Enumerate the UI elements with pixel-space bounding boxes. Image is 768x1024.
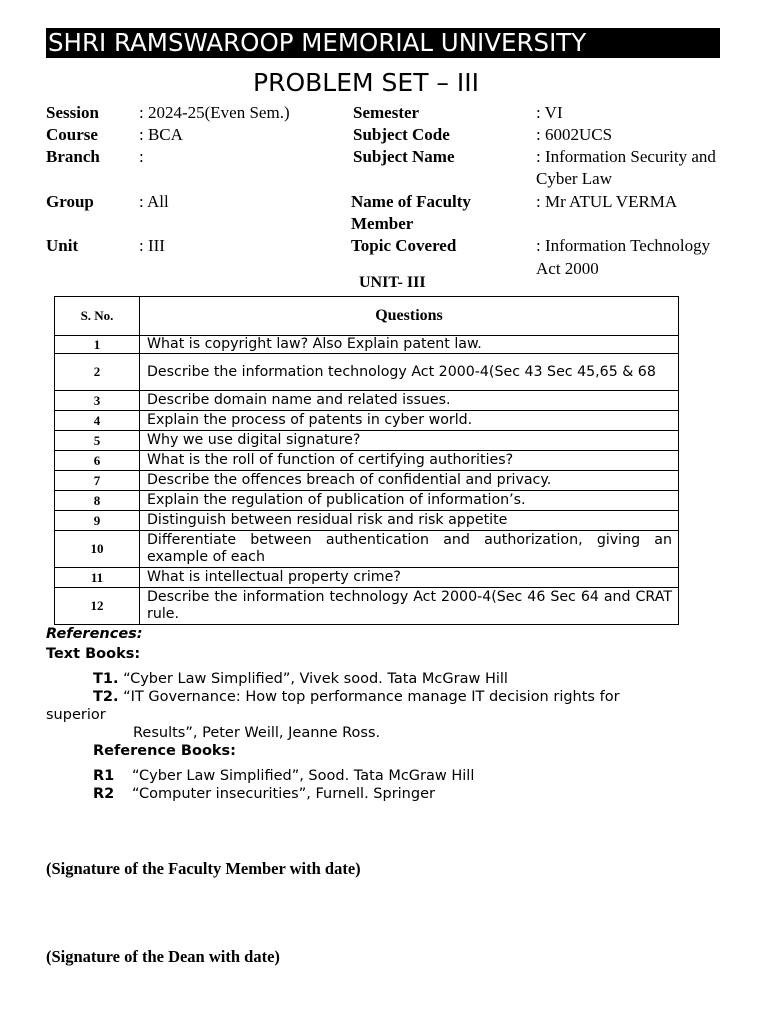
table-header-row (55, 297, 679, 336)
subject-name-label: Subject Name (353, 147, 455, 166)
question-number: 1 (55, 336, 140, 354)
unit-label: Unit (46, 236, 79, 255)
group-value: : All (139, 192, 169, 211)
question-number: 4 (55, 411, 140, 431)
questions-table (54, 296, 679, 625)
table-row (55, 568, 679, 588)
faculty-value: : Mr ATUL VERMA (536, 192, 678, 211)
topic-label: Topic Covered (351, 236, 457, 255)
question-text: Describe domain name and related issues. (140, 391, 679, 411)
question-number: 5 (55, 431, 140, 451)
r2-label: R2 (93, 786, 115, 802)
question-number: 6 (55, 451, 140, 471)
question-number: 12 (55, 588, 140, 625)
question-number: 8 (55, 491, 140, 511)
question-text: What is copyright law? Also Explain patent law. (140, 336, 679, 354)
problem-set-title: PROBLEM SET – III (253, 68, 479, 97)
t2-continuation-2: Results”, Peter Weill, Jeanne Ross. (133, 725, 381, 741)
reference-book-r1 (93, 768, 474, 784)
r1-text: “Cyber Law Simplified”, Sood. Tata McGraw Hill (132, 768, 475, 784)
table-row (55, 431, 679, 451)
text-books-title: Text Books: (46, 646, 141, 662)
unit-value: : III (139, 236, 165, 255)
semester-label: Semester (353, 103, 420, 122)
course-label: Course (46, 125, 98, 144)
question-text: Distinguish between residual risk and risk appetite (140, 511, 679, 531)
questions-column-header: Questions (140, 297, 679, 336)
branch-value: : (139, 147, 144, 166)
sno-column-header: S. No. (55, 297, 140, 336)
subject-name-value-line1: : Information Security and (536, 147, 716, 166)
subject-name-value-line2: Cyber Law (536, 169, 613, 188)
subject-code-label: Subject Code (353, 125, 450, 144)
reference-books-title: Reference Books: (93, 743, 236, 759)
references-title: References: (46, 626, 143, 642)
table-row (55, 391, 679, 411)
table-row (55, 451, 679, 471)
question-text: What is intellectual property crime? (140, 568, 679, 588)
subject-code-value: : 6002UCS (536, 125, 613, 144)
question-text: Explain the process of patents in cyber world. (140, 411, 679, 431)
table-row (55, 411, 679, 431)
question-number: 3 (55, 391, 140, 411)
dean-signature-line: (Signature of the Dean with date) (46, 947, 280, 966)
unit-heading: UNIT- III (359, 274, 426, 291)
t1-text: “Cyber Law Simplified”, Vivek sood. Tata McGraw Hill (123, 671, 508, 687)
group-label: Group (46, 192, 94, 211)
faculty-label-line1: Name of Faculty (351, 192, 471, 211)
table-row (55, 531, 679, 568)
course-value: : BCA (139, 125, 183, 144)
semester-value: : VI (536, 103, 563, 122)
table-row (55, 336, 679, 354)
faculty-label-line2: Member (351, 214, 414, 233)
question-text: Explain the regulation of publication of information’s. (140, 491, 679, 511)
r1-label: R1 (93, 768, 115, 784)
question-text: Why we use digital signature? (140, 431, 679, 451)
table-row (55, 354, 679, 391)
table-row (55, 588, 679, 625)
session-value: : 2024-25(Even Sem.) (139, 103, 290, 122)
reference-book-r2 (93, 786, 435, 802)
topic-value-line2: Act 2000 (536, 259, 599, 278)
question-text: What is the roll of function of certifying authorities? (140, 451, 679, 471)
t2-text: “IT Governance: How top performance manage IT decision rights for (123, 689, 620, 705)
r2-text: “Computer insecurities”, Furnell. Springer (132, 786, 435, 802)
topic-value-line1: : Information Technology (536, 236, 711, 255)
branch-label: Branch (46, 147, 100, 166)
question-number: 10 (55, 531, 140, 568)
text-book-t2 (93, 689, 620, 705)
t2-continuation-1: superior (46, 707, 106, 723)
text-book-t1 (93, 671, 508, 687)
faculty-signature-line: (Signature of the Faculty Member with date) (46, 859, 361, 878)
table-row (55, 471, 679, 491)
question-number: 11 (55, 568, 140, 588)
table-row (55, 491, 679, 511)
question-text: Differentiate between authentication and authorization, giving an example of each (140, 531, 679, 568)
table-row (55, 511, 679, 531)
question-text: Describe the offences breach of confidential and privacy. (140, 471, 679, 491)
t1-label: T1. (93, 671, 119, 687)
question-text: Describe the information technology Act 2000-4(Sec 43 Sec 45,65 & 68 (140, 354, 679, 391)
session-label: Session (46, 103, 99, 122)
question-text: Describe the information technology Act 2000-4(Sec 46 Sec 64 and CRAT rule. (140, 588, 679, 625)
university-name: SHRI RAMSWAROOP MEMORIAL UNIVERSITY (46, 28, 720, 58)
question-number: 9 (55, 511, 140, 531)
t2-label: T2. (93, 689, 119, 705)
question-number: 7 (55, 471, 140, 491)
question-number: 2 (55, 354, 140, 391)
